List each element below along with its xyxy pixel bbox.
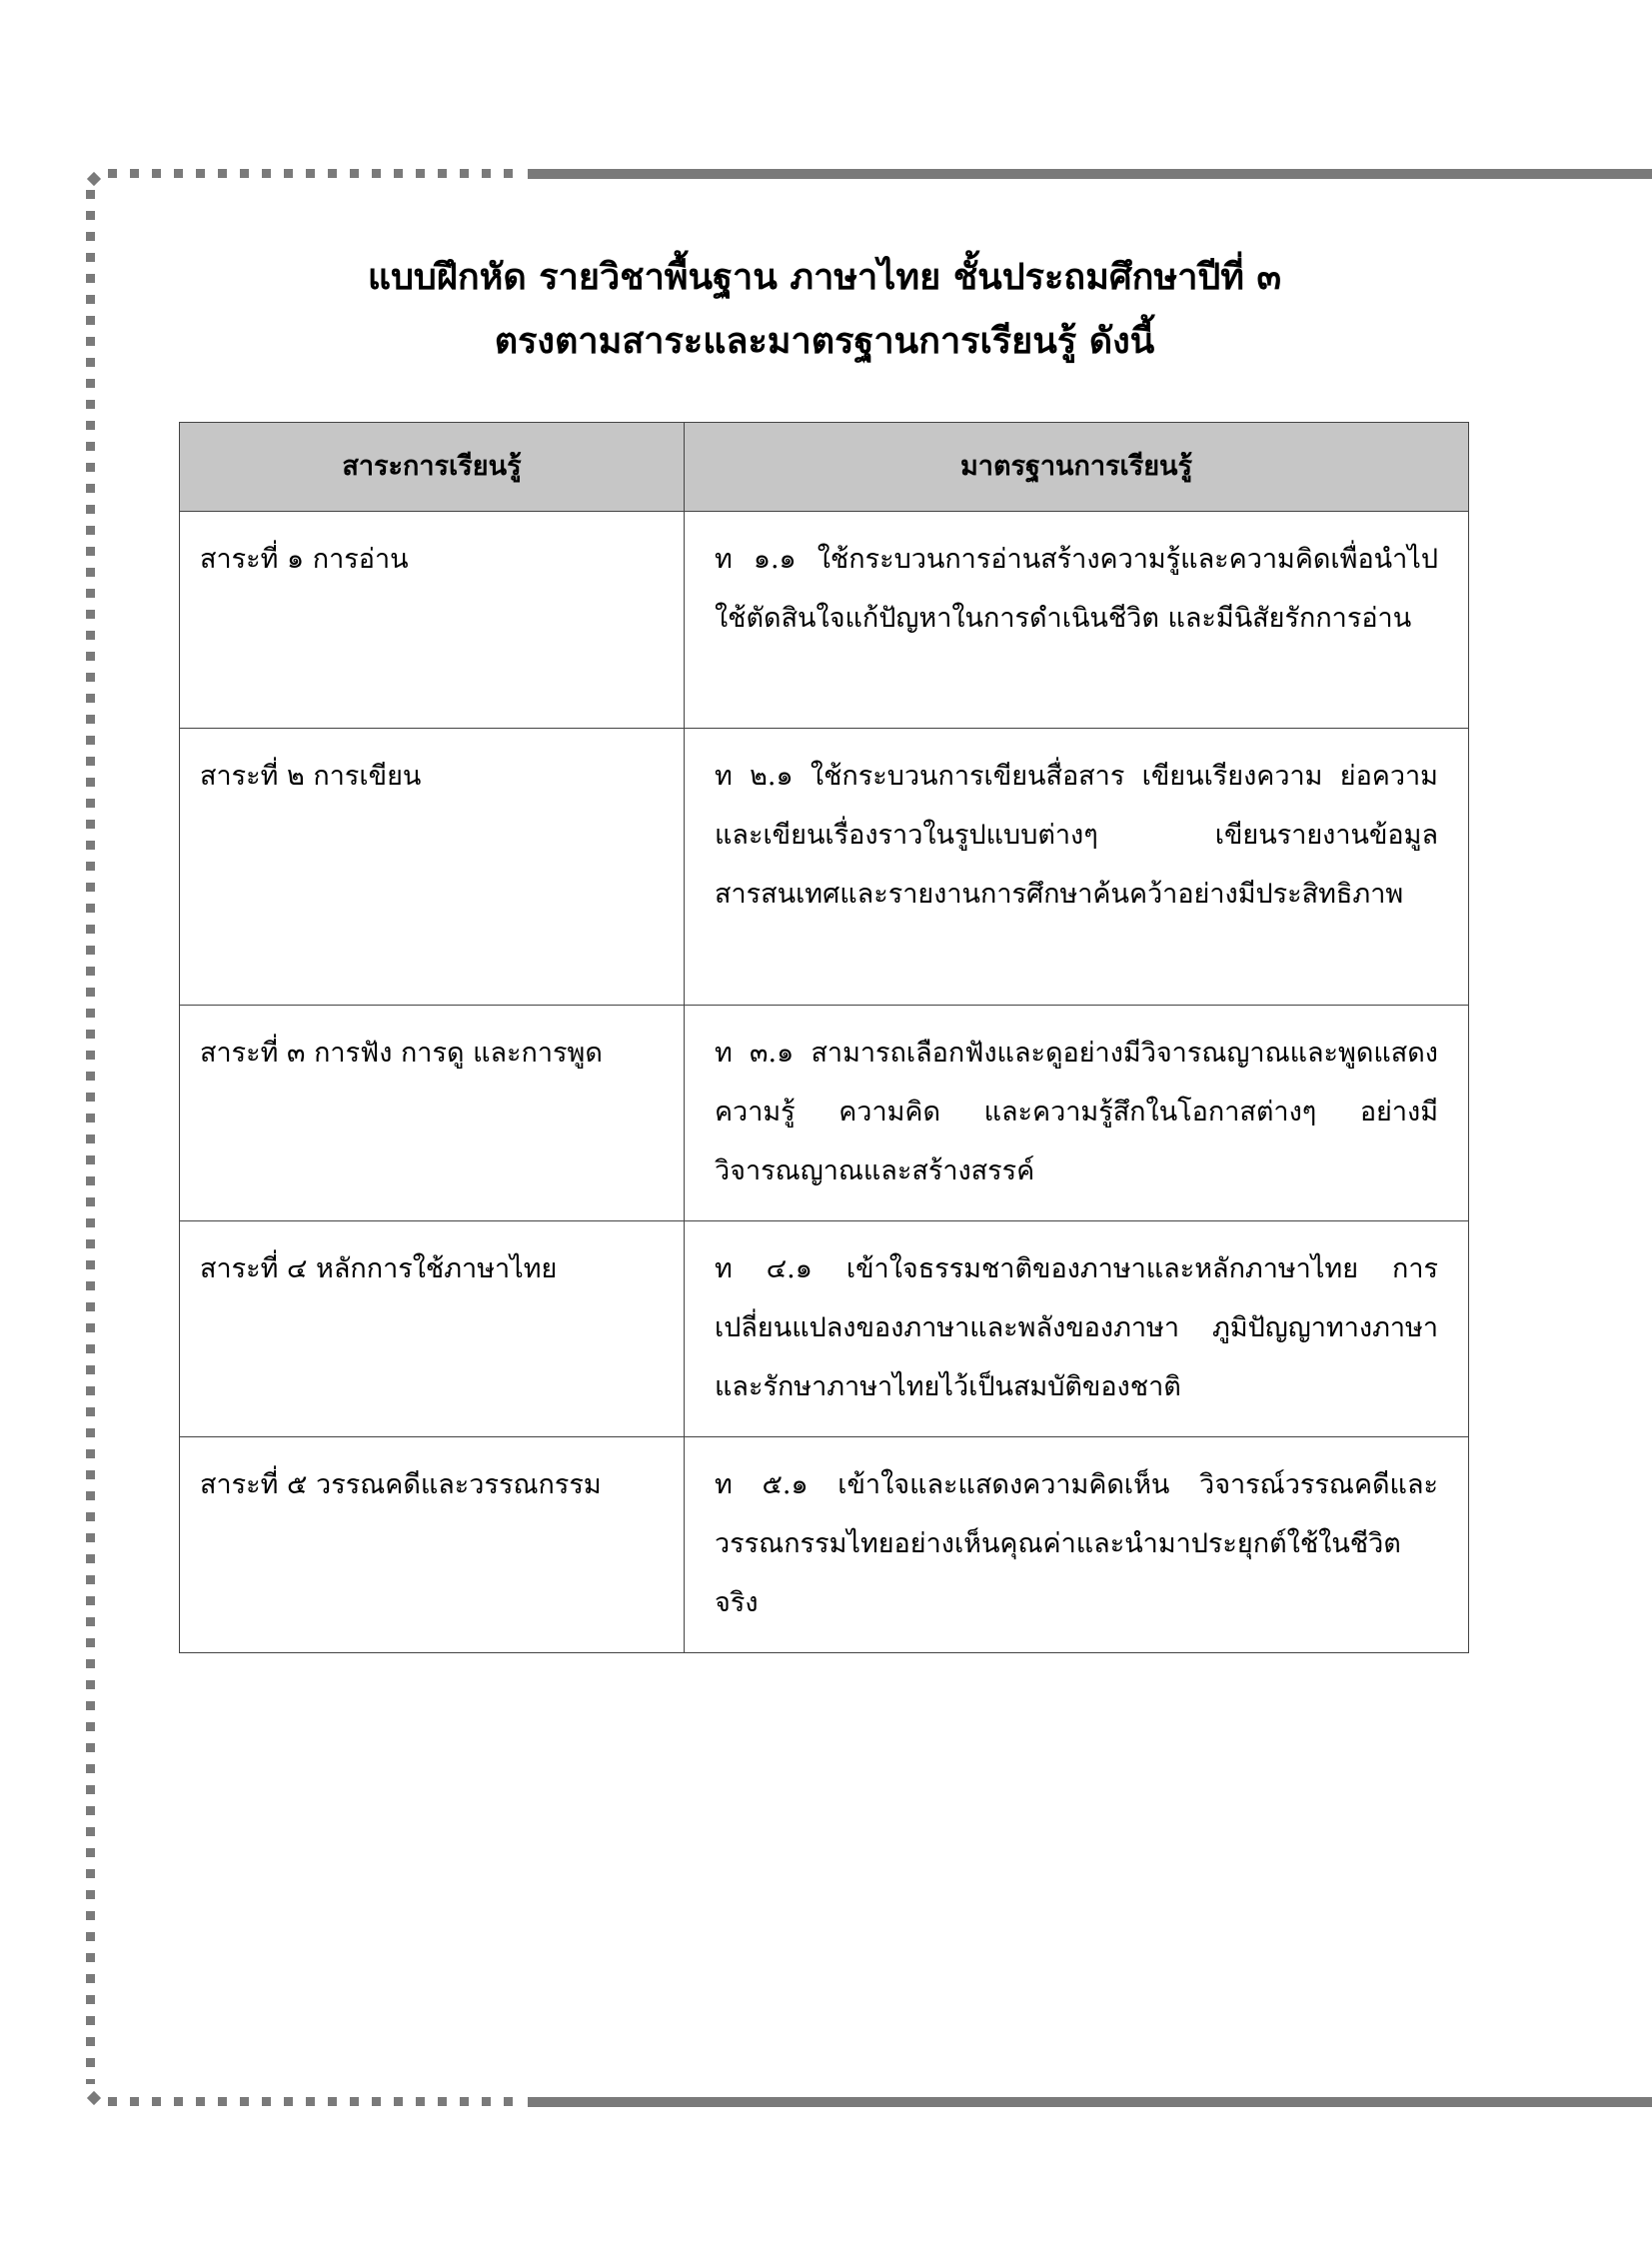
strand-cell: [180, 729, 685, 1006]
table-row: [180, 1006, 1469, 1221]
standard-cell: ท ๔.๑ เข้าใจธรรมชาติของภาษาและหลักภาษาไทย การเปลี่ยนแปลงของภาษาและพลังของภาษา ภูมิปัญญาทางภาษา และรักษาภาษาไทยไว้เป็นสมบัติของชาติ: [685, 1221, 1469, 1437]
frame-corner-diamond-bottom: [87, 2091, 101, 2105]
table-row: [180, 1221, 1469, 1437]
table-row: [180, 1437, 1469, 1653]
strand-text: สาระที่ ๒ การเขียน: [200, 761, 422, 792]
header-standard: มาตรฐานการเรียนรู้: [685, 423, 1469, 512]
strand-cell: [180, 1221, 685, 1437]
strand-text: สาระที่ ๑ การอ่าน: [200, 544, 409, 575]
title-line-1: แบบฝึกหัด รายวิชาพื้นฐาน ภาษาไทย ชั้นประถมศึกษาปีที่ ๓: [367, 256, 1282, 298]
frame-top-dotted-border: [108, 169, 513, 178]
standard-cell: ท ๓.๑ สามารถเลือกฟังและดูอย่างมีวิจารณญาณและพูดแสดงความรู้ ความคิด และความรู้สึกในโอกาสต่างๆ อย่างมีวิจารณญาณและสร้างสรรค์: [685, 1006, 1469, 1221]
strand-cell: [180, 512, 685, 729]
frame-corner-diamond-top: [87, 172, 101, 186]
frame-left-dotted-border: [86, 190, 95, 2084]
page-title: [180, 245, 1469, 373]
table-row: [180, 729, 1469, 1006]
strand-cell: [180, 1006, 685, 1221]
frame-bottom-solid-bar: [528, 2097, 1652, 2107]
table-row: [180, 512, 1469, 729]
strand-text: สาระที่ ๔ หลักการใช้ภาษาไทย: [200, 1253, 558, 1284]
table-header-row: [180, 423, 1469, 512]
curriculum-standards-table: [179, 422, 1469, 1653]
frame-bottom-dotted-border: [108, 2097, 513, 2106]
strand-text: สาระที่ ๓ การฟัง การดู และการพูด: [200, 1038, 603, 1069]
title-line-2: ตรงตามสาระและมาตรฐานการเรียนรู้ ดังนี้: [494, 320, 1155, 362]
standard-cell: ท ๑.๑ ใช้กระบวนการอ่านสร้างความรู้และความคิดเพื่อนำไปใช้ตัดสินใจแก้ปัญหาในการดำเนินชีวิต และมีนิสัยรักการอ่าน: [685, 512, 1469, 729]
standard-cell: ท ๒.๑ ใช้กระบวนการเขียนสื่อสาร เขียนเรียงความ ย่อความ และเขียนเรื่องราวในรูปแบบต่างๆ เขียนรายงานข้อมูลสารสนเทศและรายงานการศึกษาค้นคว้าอย่างมีประสิทธิภาพ: [685, 729, 1469, 1006]
strand-text: สาระที่ ๕ วรรณคดีและวรรณกรรม: [200, 1469, 602, 1500]
header-strand: สาระการเรียนรู้: [180, 423, 685, 512]
strand-cell: [180, 1437, 685, 1653]
frame-top-solid-bar: [528, 169, 1652, 179]
standard-cell: ท ๕.๑ เข้าใจและแสดงความคิดเห็น วิจารณ์วรรณคดีและวรรณกรรมไทยอย่างเห็นคุณค่าและนำมาประยุกต์ใช้ในชีวิตจริง: [685, 1437, 1469, 1653]
